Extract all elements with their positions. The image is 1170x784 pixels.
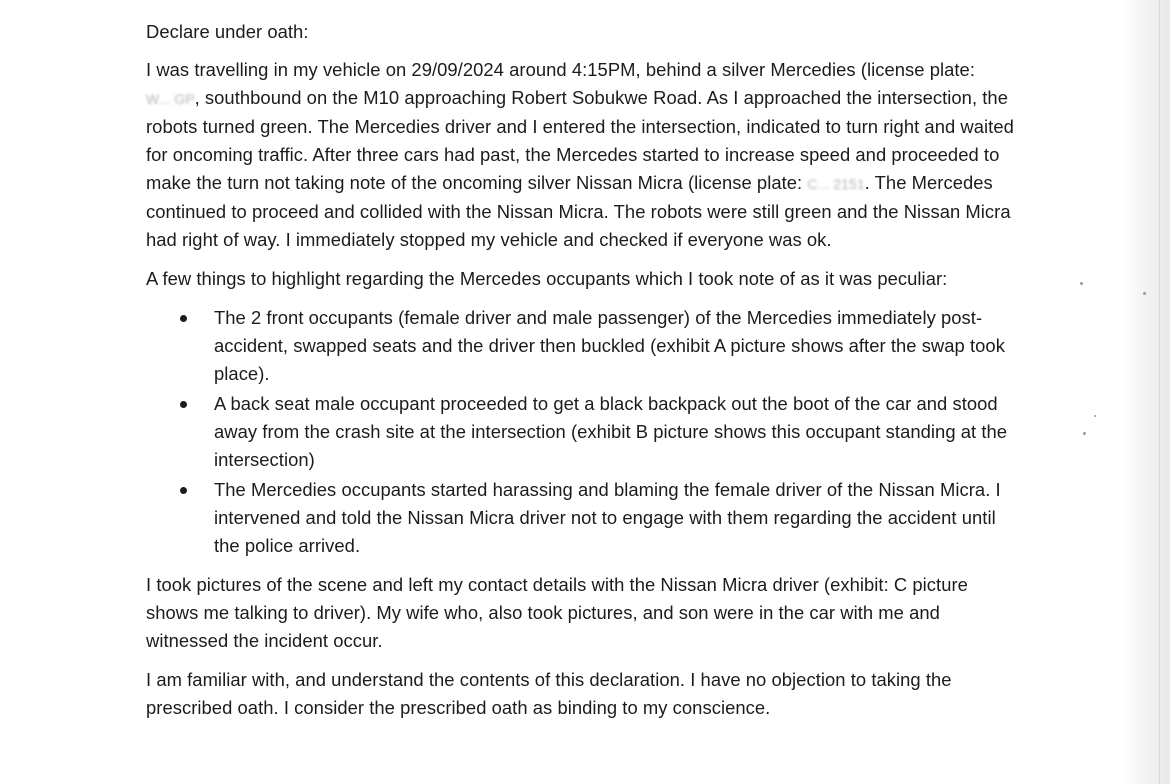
bullet-icon xyxy=(180,401,187,408)
pictures-paragraph: I took pictures of the scene and left my contact details with the Nissan Micra driver (exhibit: C picture shows me talking to driver). My wife who, also took pictures, and son were in the car with me and witnessed the incident occur. xyxy=(146,574,968,651)
scan-speck xyxy=(1083,432,1086,435)
declaration-heading: Declare under oath: xyxy=(146,21,309,42)
list-item-text: The Mercedies occupants started harassing and blaming the female driver of the Nissan Micra. I intervened and told the Nissan Micra driver not to engage with them regarding the accident until the police arrived. xyxy=(214,479,1001,556)
list-item xyxy=(146,304,1016,388)
redacted-plate-mercedes: W... GP xyxy=(146,91,195,107)
incident-text-part2: , southbound on the M10 approaching Robert Sobukwe Road. As I approached the intersection, the robots turned green. The Mercedies driver and I entered the intersection, indicated to turn right and waited for oncoming traffic. After three cars had past, the Mercedes started to increase speed and proceeded to make the turn not taking note of the oncoming silver Nissan Micra (license plate: xyxy=(146,87,1014,193)
list-item-text: The 2 front occupants (female driver and male passenger) of the Mercedies immediately post-accident, swapped seats and the driver then buckled (exhibit A picture shows after the swap took place). xyxy=(214,307,1005,384)
oath-paragraph: I am familiar with, and understand the contents of this declaration. I have no objection to taking the prescribed oath. I consider the prescribed oath as binding to my conscience. xyxy=(146,669,952,718)
scan-speck xyxy=(1094,415,1096,417)
bullet-icon xyxy=(180,315,187,322)
highlights-intro: A few things to highlight regarding the Mercedes occupants which I took note of as it was peculiar: xyxy=(146,268,948,289)
list-item xyxy=(146,390,1016,474)
list-item-text: A back seat male occupant proceeded to get a black backpack out the boot of the car and stood away from the crash site at the intersection (exhibit B picture shows this occupant standing at the intersection) xyxy=(214,393,1008,470)
bullet-icon xyxy=(180,487,187,494)
list-item xyxy=(146,476,1016,560)
page-edge xyxy=(1159,0,1160,784)
highlights-list xyxy=(146,304,1016,560)
declaration-body xyxy=(146,18,1016,733)
scan-speck xyxy=(1143,292,1146,295)
incident-text-part1: I was travelling in my vehicle on 29/09/2024 around 4:15PM, behind a silver Mercedies (license plate: xyxy=(146,59,975,80)
incident-text-part3: . The Mercedes continued to proceed and collided with the Nissan Micra. The robots were still green and the Nissan Micra had right of way. I immediately stopped my vehicle and checked if everyone was ok. xyxy=(146,172,1011,250)
scan-speck xyxy=(1080,282,1083,285)
redacted-plate-nissan: C... 2151 xyxy=(807,176,865,192)
incident-paragraph xyxy=(146,56,1016,254)
